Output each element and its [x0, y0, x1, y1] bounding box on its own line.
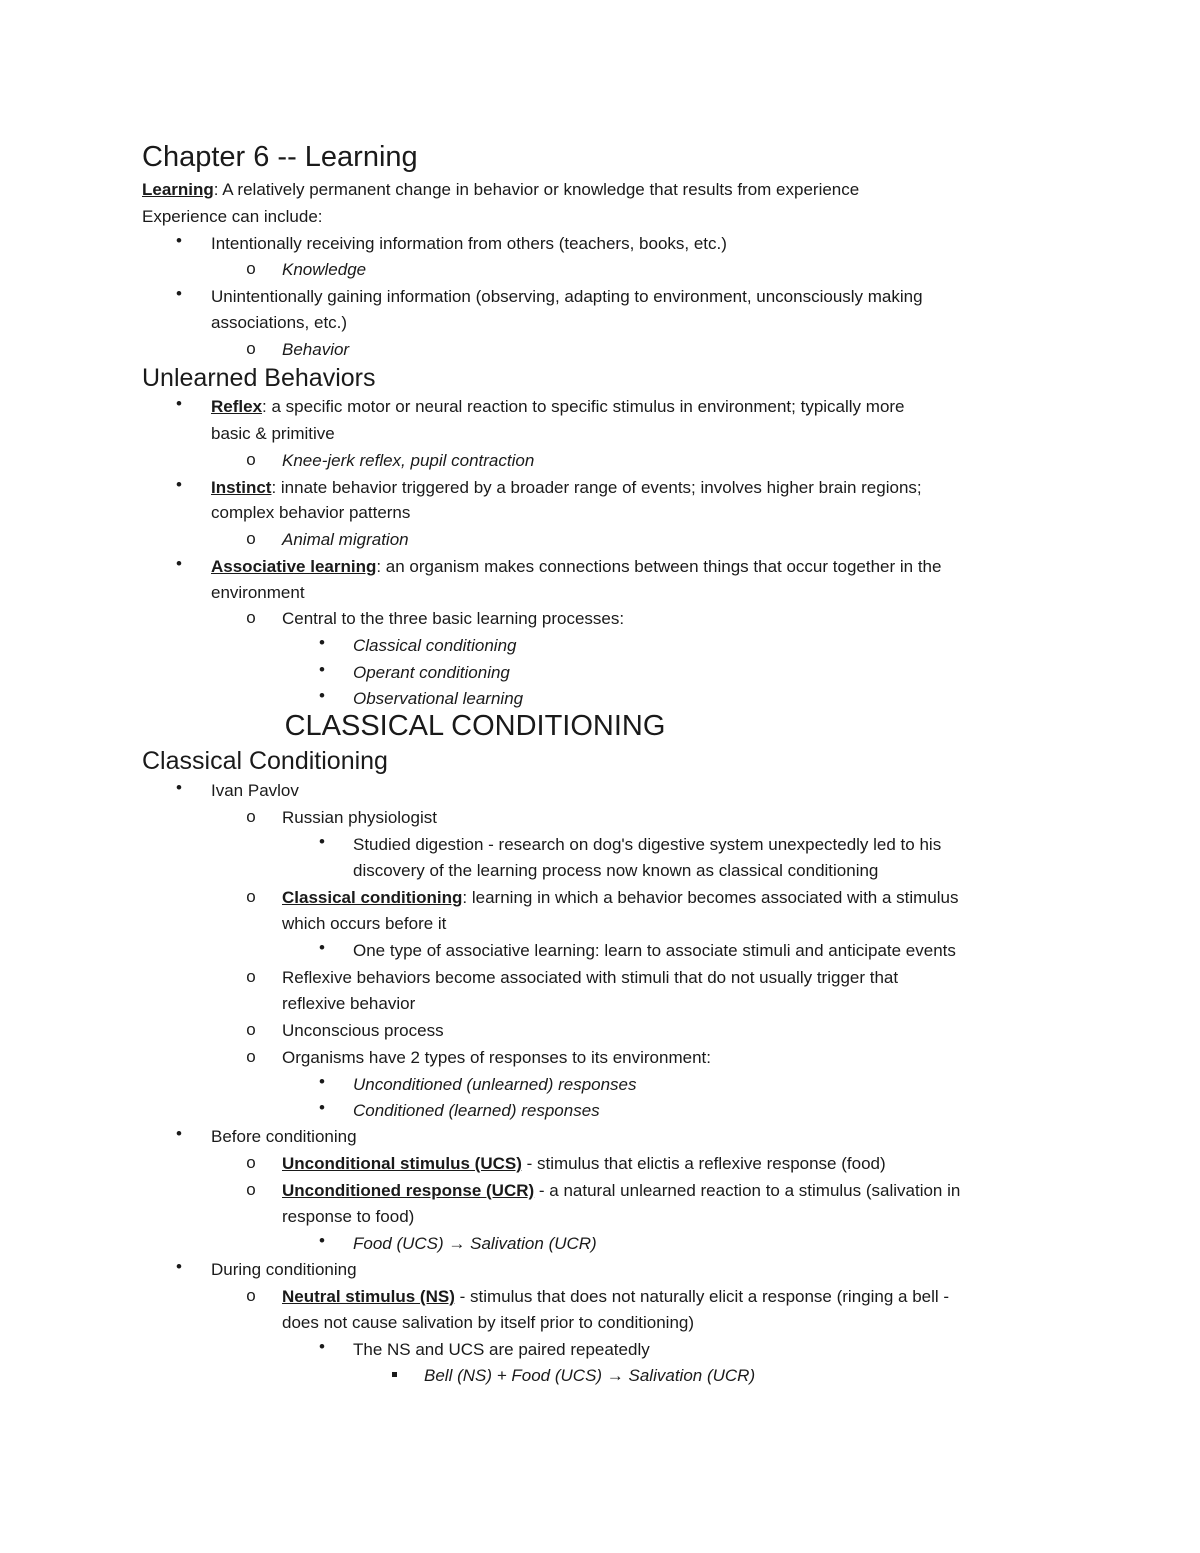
list-item: During conditioning	[211, 1260, 357, 1279]
response-type: Conditioned (learned) responses	[353, 1101, 600, 1120]
bullet: •	[176, 231, 182, 250]
list-item-cont: basic & primitive	[211, 424, 335, 443]
definition-text: : A relatively permanent change in behavior or knowledge that results from experience	[213, 180, 860, 199]
circle-bullet: o	[246, 339, 256, 358]
ucs-definition	[282, 1151, 886, 1177]
bullet: •	[319, 1098, 325, 1117]
definition-text: - stimulus that does not naturally elicit a response (ringing a bell -	[454, 1287, 950, 1306]
term-ucr: Unconditioned response (UCR)	[282, 1181, 535, 1200]
heading-unlearned-behaviors: Unlearned Behaviors	[142, 364, 376, 392]
term-learning: Learning	[142, 180, 214, 199]
term-reflex: Reflex	[211, 397, 263, 416]
bullet: •	[176, 554, 182, 573]
chapter-title: Chapter 6 -- Learning	[142, 141, 418, 173]
list-item: Central to the three basic learning processes:	[282, 609, 625, 628]
heading-classical-conditioning: Classical Conditioning	[142, 747, 388, 775]
circle-bullet: o	[246, 1286, 256, 1305]
list-item: Russian physiologist	[282, 808, 437, 827]
reflex-definition	[211, 394, 905, 420]
bullet: •	[319, 633, 325, 652]
list-item: Behavior	[282, 340, 350, 359]
example: Food (UCS) → Salivation (UCR)	[353, 1234, 597, 1253]
circle-bullet: o	[246, 608, 256, 627]
list-item: Unintentionally gaining information (observing, adapting to environment, unconsciously making	[211, 287, 923, 306]
list-item-cont: which occurs before it	[282, 914, 447, 933]
circle-bullet: o	[246, 450, 256, 469]
experience-label: Experience can include:	[142, 207, 323, 226]
ucr-definition	[282, 1178, 960, 1204]
section-title: CLASSICAL CONDITIONING	[284, 710, 666, 742]
list-item-cont: does not cause salivation by itself prior to conditioning)	[282, 1313, 695, 1332]
response-type: Unconditioned (unlearned) responses	[353, 1075, 637, 1094]
circle-bullet: o	[246, 1153, 256, 1172]
list-item-cont: reflexive behavior	[282, 994, 416, 1013]
bullet: •	[319, 660, 325, 679]
term-ns: Neutral stimulus (NS)	[282, 1287, 455, 1306]
definition-text: : learning in which a behavior becomes associated with a stimulus	[462, 888, 959, 907]
list-item: One type of associative learning: learn to associate stimuli and anticipate events	[353, 941, 956, 960]
circle-bullet: o	[246, 1020, 256, 1039]
circle-bullet: o	[246, 1180, 256, 1199]
bullet: •	[319, 938, 325, 957]
process-item: Operant conditioning	[353, 663, 510, 682]
list-item: The NS and UCS are paired repeatedly	[353, 1340, 650, 1359]
list-item-cont: environment	[211, 583, 305, 602]
list-item: Intentionally receiving information from others (teachers, books, etc.)	[211, 234, 727, 253]
circle-bullet: o	[246, 529, 256, 548]
example: Knee-jerk reflex, pupil contraction	[282, 451, 535, 470]
bullet: •	[176, 1257, 182, 1276]
bullet: •	[176, 778, 182, 797]
bullet: •	[319, 832, 325, 851]
example: Bell (NS) + Food (UCS) → Salivation (UCR)	[424, 1366, 756, 1385]
term-instinct: Instinct	[211, 478, 272, 497]
definition-text: : an organism makes connections between things that occur together in the	[376, 557, 942, 576]
circle-bullet: o	[246, 967, 256, 986]
list-item: Studied digestion - research on dog's digestive system unexpectedly led to his	[353, 835, 942, 854]
cc-definition	[282, 885, 959, 911]
list-item: Reflexive behaviors become associated with stimuli that do not usually trigger that	[282, 968, 899, 987]
term-associative-learning: Associative learning	[211, 557, 377, 576]
list-item: Ivan Pavlov	[211, 781, 299, 800]
list-item-cont: discovery of the learning process now known as classical conditioning	[353, 861, 879, 880]
ns-definition	[282, 1284, 949, 1310]
circle-bullet: o	[246, 807, 256, 826]
list-item: Knowledge	[282, 260, 367, 279]
list-item-cont: complex behavior patterns	[211, 503, 411, 522]
bullet: •	[176, 475, 182, 494]
bullet: •	[319, 686, 325, 705]
bullet: •	[176, 284, 182, 303]
circle-bullet: o	[246, 887, 256, 906]
term-classical-conditioning: Classical conditioning	[282, 888, 463, 907]
bullet: •	[319, 1231, 325, 1250]
list-item: Organisms have 2 types of responses to its environment:	[282, 1048, 711, 1067]
term-ucs: Unconditional stimulus (UCS)	[282, 1154, 522, 1173]
square-bullet	[392, 1372, 397, 1377]
definition-text: : innate behavior triggered by a broader range of events; involves higher brain regions;	[271, 478, 922, 497]
instinct-definition	[211, 475, 922, 501]
learning-definition	[142, 177, 859, 203]
list-item: Before conditioning	[211, 1127, 357, 1146]
circle-bullet: o	[246, 1047, 256, 1066]
bullet: •	[176, 1124, 182, 1143]
process-item: Classical conditioning	[353, 636, 517, 655]
definition-text: : a specific motor or neural reaction to specific stimulus in environment; typically more	[262, 397, 905, 416]
process-item: Observational learning	[353, 689, 524, 708]
list-item-cont: associations, etc.)	[211, 313, 348, 332]
circle-bullet: o	[246, 259, 256, 278]
definition-text: - a natural unlearned reaction to a stimulus (salivation in	[534, 1181, 961, 1200]
example: Animal migration	[282, 530, 409, 549]
bullet: •	[176, 394, 182, 413]
associative-definition	[211, 554, 941, 580]
list-item-cont: response to food)	[282, 1207, 415, 1226]
bullet: •	[319, 1072, 325, 1091]
definition-text: - stimulus that elictis a reflexive response (food)	[521, 1154, 886, 1173]
bullet: •	[319, 1337, 325, 1356]
list-item: Unconscious process	[282, 1021, 444, 1040]
